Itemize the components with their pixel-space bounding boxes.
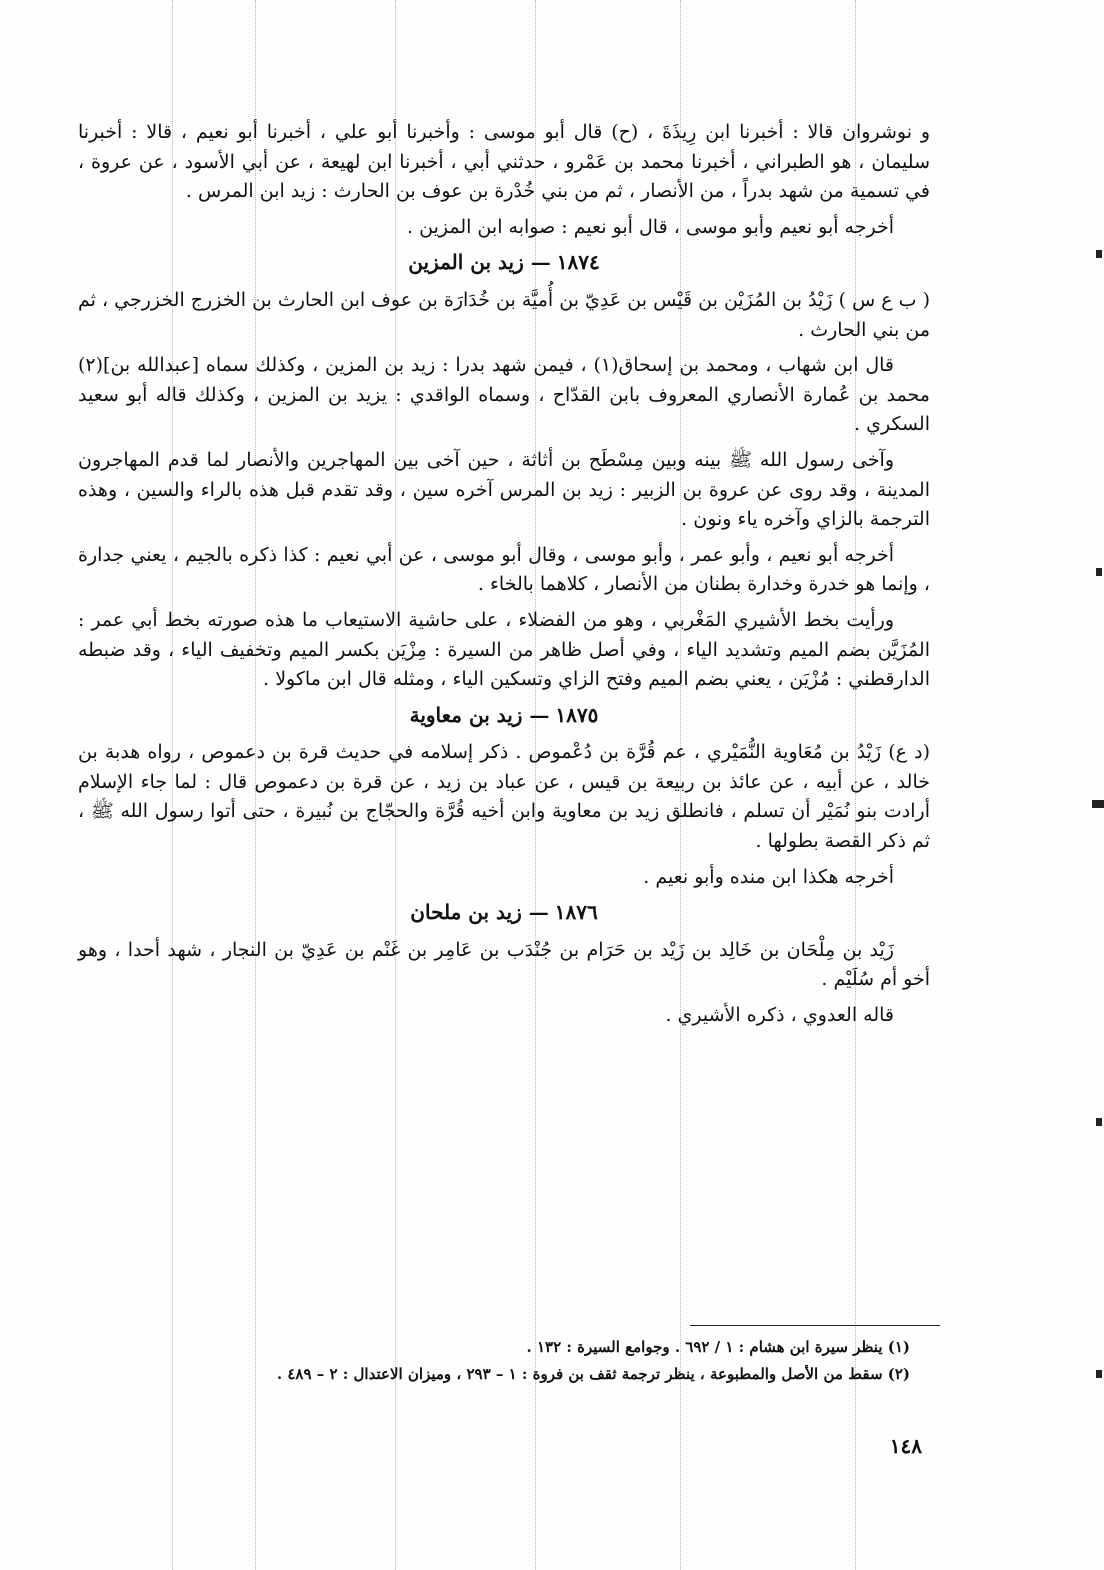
entry-paragraph: ورأيت بخط الأشيري المَغْربي ، وهو من الفضلاء ، على حاشية الاستيعاب ما هذه صورته بخط أبي عمر : المُزَيَّن بضم الميم وتشديد الياء ، وفي أصل ظاهر من السيرة : مِزْيَن بكسر الميم وتخفيف الياء ، وقد ضبطه الدارقطني : مُزْيَن ، يعني بضم الميم وفتح الزاي وتسكين الياء ، ومثله قال ابن ماكولا .: [78, 608, 930, 691]
intro-paragraph: و نوشروان قالا : أخبرنا ابن رِيذَةَ ، (ح) قال أبو موسى : وأخبرنا أبو علي ، أخبرنا أبو نعيم ، قالا : أخبرنا سليمان ، هو الطبراني ، أخبرنا محمد بن عَمْرو ، حدثني أبي ، أخبرنا ابن لهيعة ، عن أبي الأسود ، عن عروة ، في تسمية من شهد بدراً ، من الأنصار ، ثم من بني خُدْرة بن عوف بن الحارث : زيد ابن المرس .: [78, 121, 930, 203]
entry-number: ١٨٧٦: [554, 900, 598, 925]
entry-paragraph: زَيْد بن مِلْحَان بن خَالِد بن زَيْد بن حَرَام بن جُنْدَب بن عَامِر بن غَنْم بن عَدِيّ بن النجار ، شهد أحدا ، وهو أخو أم سُلَيْم .: [78, 938, 930, 991]
entry-heading: [78, 898, 930, 928]
footnote: (٢) سقط من الأصل والمطبوعة ، ينظر ترجمة ثقف بن فروة : ١ – ٢٩٣ ، وميزان الاعتدال : ٢ – ٤٨٩ .: [276, 1365, 910, 1383]
entry-title: — زيد بن معاوية: [409, 702, 550, 727]
margin-mark: [1096, 1370, 1102, 1378]
page-number: ١٤٨: [889, 1434, 922, 1458]
entry-number: ١٨٧٥: [555, 702, 599, 727]
margin-mark: [1096, 1118, 1102, 1126]
margin-mark: [1096, 568, 1102, 576]
entry-number: ١٨٧٤: [556, 250, 600, 275]
entry-paragraph: أخرجه أبو نعيم ، وأبو عمر ، وأبو موسى ، وقال أبو موسى ، عن أبي نعيم : كذا ذكره بالجيم ، يعني جدارة ، وإنما هو خدرة وخدارة بطنان من الأنصار ، كلاهما بالخاء .: [78, 543, 930, 596]
entry-heading: [78, 248, 930, 278]
entry-paragraph: ( ب ع س ) زَيْدُ بن المُزَيْن بن قَيْس بن عَدِيّ بن أُميَّة بن خُدَارَة بن عوف ابن الحارث بن الخزرج الخزرجي ، ثم من بني الحارث .: [78, 288, 930, 341]
entry-title: — زيد بن المزين: [408, 250, 551, 275]
footnote-divider: [690, 1325, 940, 1326]
entry-paragraph: وآخى رسول الله ﷺ بينه وبين مِسْطَح بن أثاثة ، حين آخى بين المهاجرين والأنصار لما قدم المهاجرون المدينة ، وقد روى عن عروة بن الزبير : زيد بن المرس آخره سين ، وقد تقدم قبل هذه بالراء والسين ، وهذه الترجمة بالزاي وآخره ياء ونون .: [78, 448, 930, 531]
margin-mark: [1096, 250, 1102, 258]
main-text: [78, 118, 930, 1037]
entry-paragraph: أخرجه هكذا ابن منده وأبو نعيم .: [643, 865, 894, 888]
entry-heading: [78, 701, 930, 731]
intro-paragraph: أخرجه أبو نعيم وأبو موسى ، قال أبو نعيم : صوابه ابن المزين .: [407, 215, 894, 238]
entry-title: — زيد بن ملحان: [410, 900, 549, 925]
footnote: (١) ينظر سيرة ابن هشام : ١ / ٦٩٢ . وجوامع السيرة : ١٣٢ .: [526, 1338, 910, 1356]
footnotes: [150, 1334, 910, 1388]
entry-paragraph: (د ع) زَيْدُ بن مُعَاوية النُّمَيْري ، عم قُرَّة بن دُعْموص . ذكر إسلامه في حديث قرة بن دعموص ، رواه هدبة بن خالد ، عن أبيه ، عن عائذ بن ربيعة بن قيس ، عن عباد بن زيد ، عن قرة بن دعموص قال : لما جاء الإسلام أرادت بنو نُمَيْر أن تسلم ، فانطلق زيد بن معاوية وابن أخيه قُرَّة والحجّاج بن نُبيرة ، حتى أتوا رسول الله ﷺ ، ثم ذكر القصة بطولها .: [78, 741, 931, 853]
entry-paragraph: قاله العدوي ، ذكره الأشيري .: [665, 1004, 894, 1027]
margin-mark: [1092, 800, 1104, 808]
entry-paragraph: قال ابن شهاب ، ومحمد بن إسحاق(١) ، فيمن شهد بدرا : زيد بن المزين ، وكذلك سماه [عبدالله بن](٢) محمد بن عُمارة الأنصاري المعروف بابن القدّاح ، وسماه الواقدي : يزيد بن المزين ، وكذلك قاله أبو سعيد السكري .: [78, 354, 930, 436]
